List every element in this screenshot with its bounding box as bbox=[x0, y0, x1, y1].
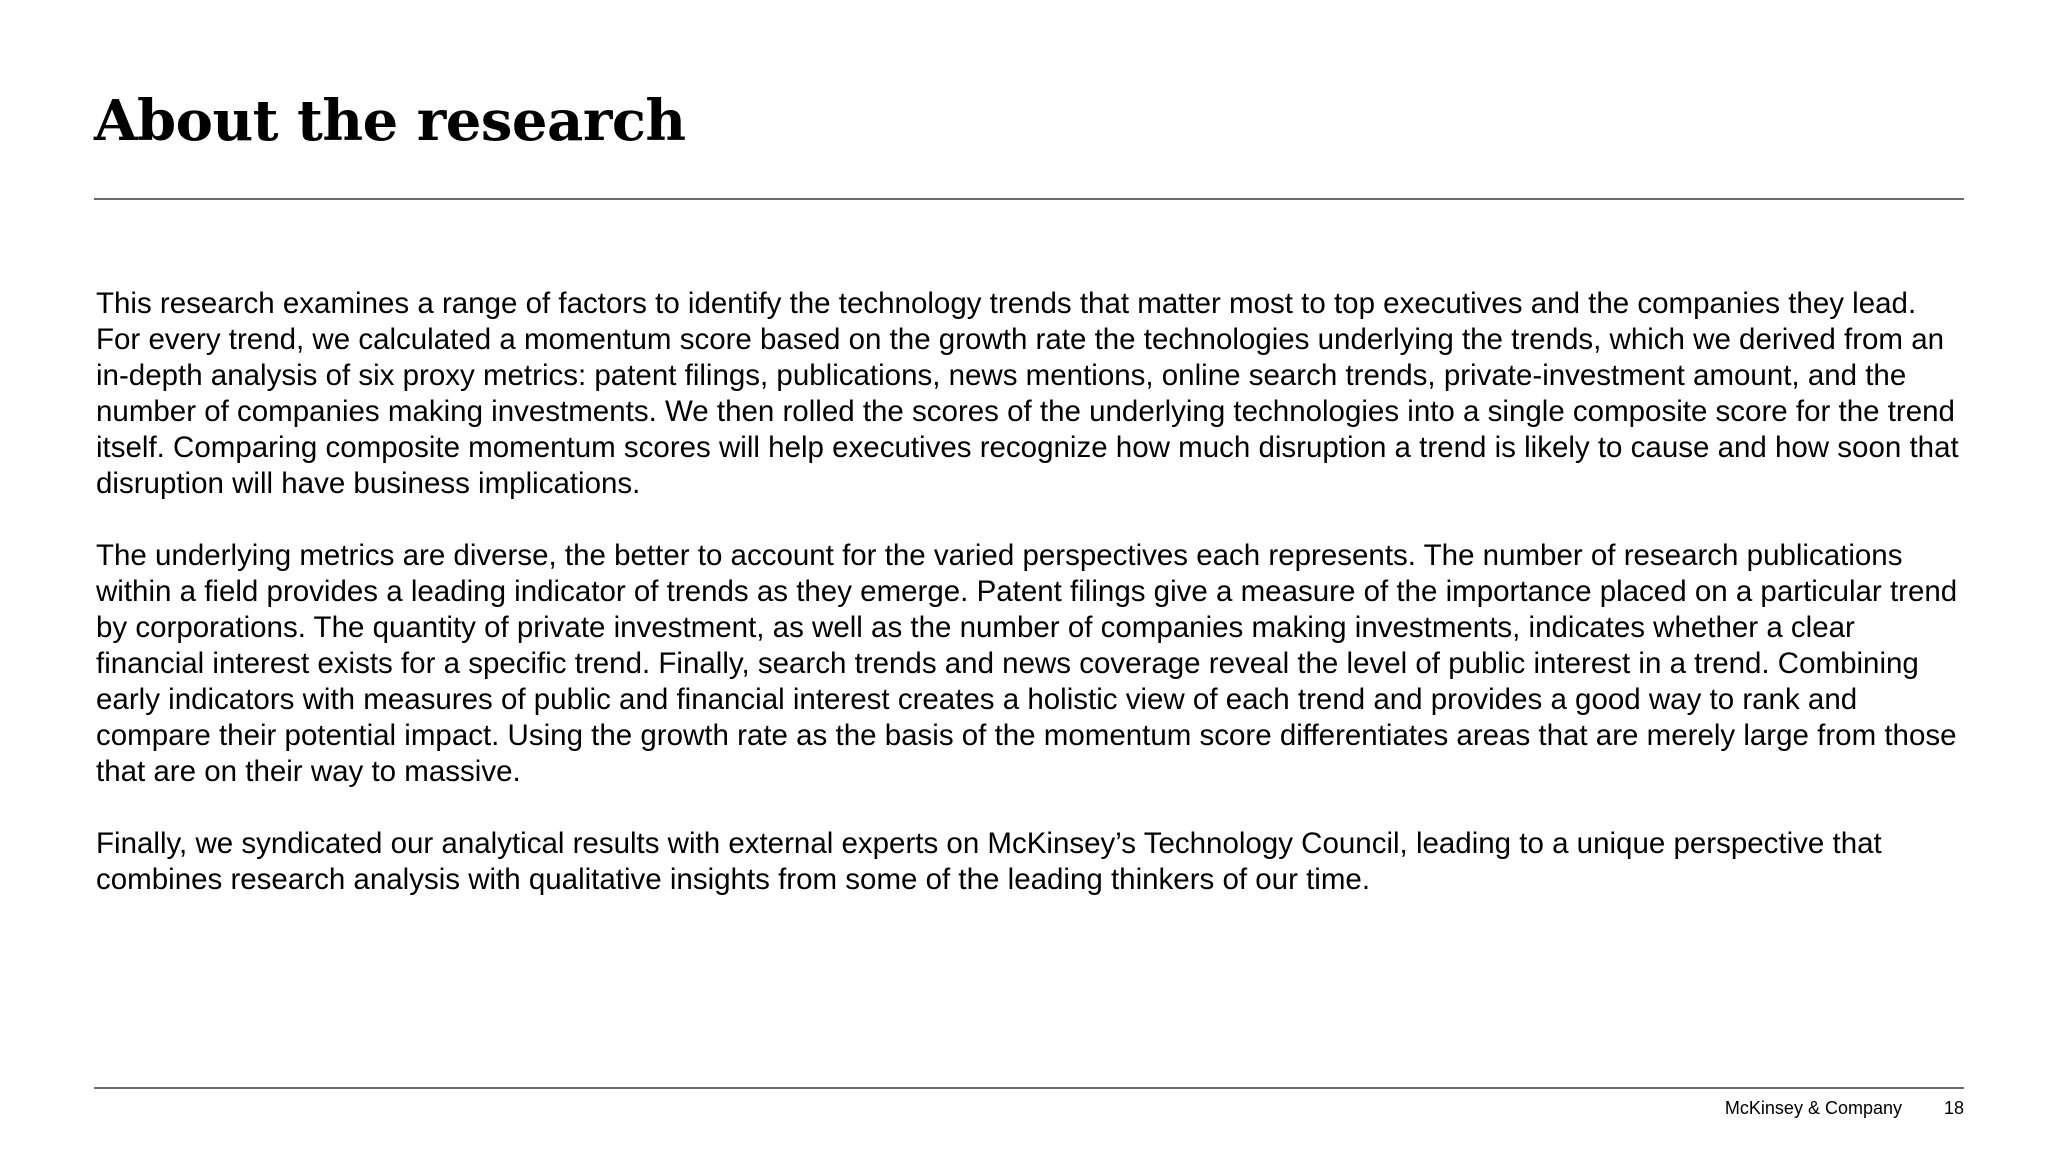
footer-source: McKinsey & Company bbox=[1724, 1098, 1902, 1118]
footer-divider bbox=[94, 1087, 1964, 1089]
paragraph-2: The underlying metrics are diverse, the better to account for the varied perspectives each represents. The number of research publications within a field provides a leading indicator of trends as they emerge. Patent filings give a measure of the importance placed on a particular trend by corporations. The quantity of private investment, as well as the number of companies making investments, indicates whether a clear financial interest exists for a specific trend. Finally, search trends and news coverage reveal the level of public interest in a trend. Combining early indicators with measures of public and financial interest creates a holistic view of each trend and provides a good way to rank and compare their potential impact. Using the growth rate as the basis of the momentum score differentiates areas that are merely large from those that are on their way to massive. bbox=[96, 539, 1958, 788]
paragraph-3: Finally, we syndicated our analytical results with external experts on McKinsey’s Technology Council, leading to a unique perspective that combines research analysis with qualitative insights from some of the leading thinkers of our time. bbox=[96, 827, 1882, 896]
paragraph-1: This research examines a range of factors to identify the technology trends that matter most to top executives and the companies they lead. For every trend, we calculated a momentum score based on the growth rate the technologies underlying the trends, which we derived from an in-depth analysis of six proxy metrics: patent filings, publications, news mentions, online search trends, private-investment amount, and the number of companies making investments. We then rolled the scores of the underlying technologies into a single composite score for the trend itself. Comparing composite momentum scores will help executives recognize how much disruption a trend is likely to cause and how soon that disruption will have business implications. bbox=[96, 287, 1959, 500]
body-text bbox=[96, 286, 1964, 934]
title-divider bbox=[94, 198, 1964, 200]
page-number: 18 bbox=[1943, 1098, 1964, 1118]
page-title: About the research bbox=[94, 88, 686, 154]
